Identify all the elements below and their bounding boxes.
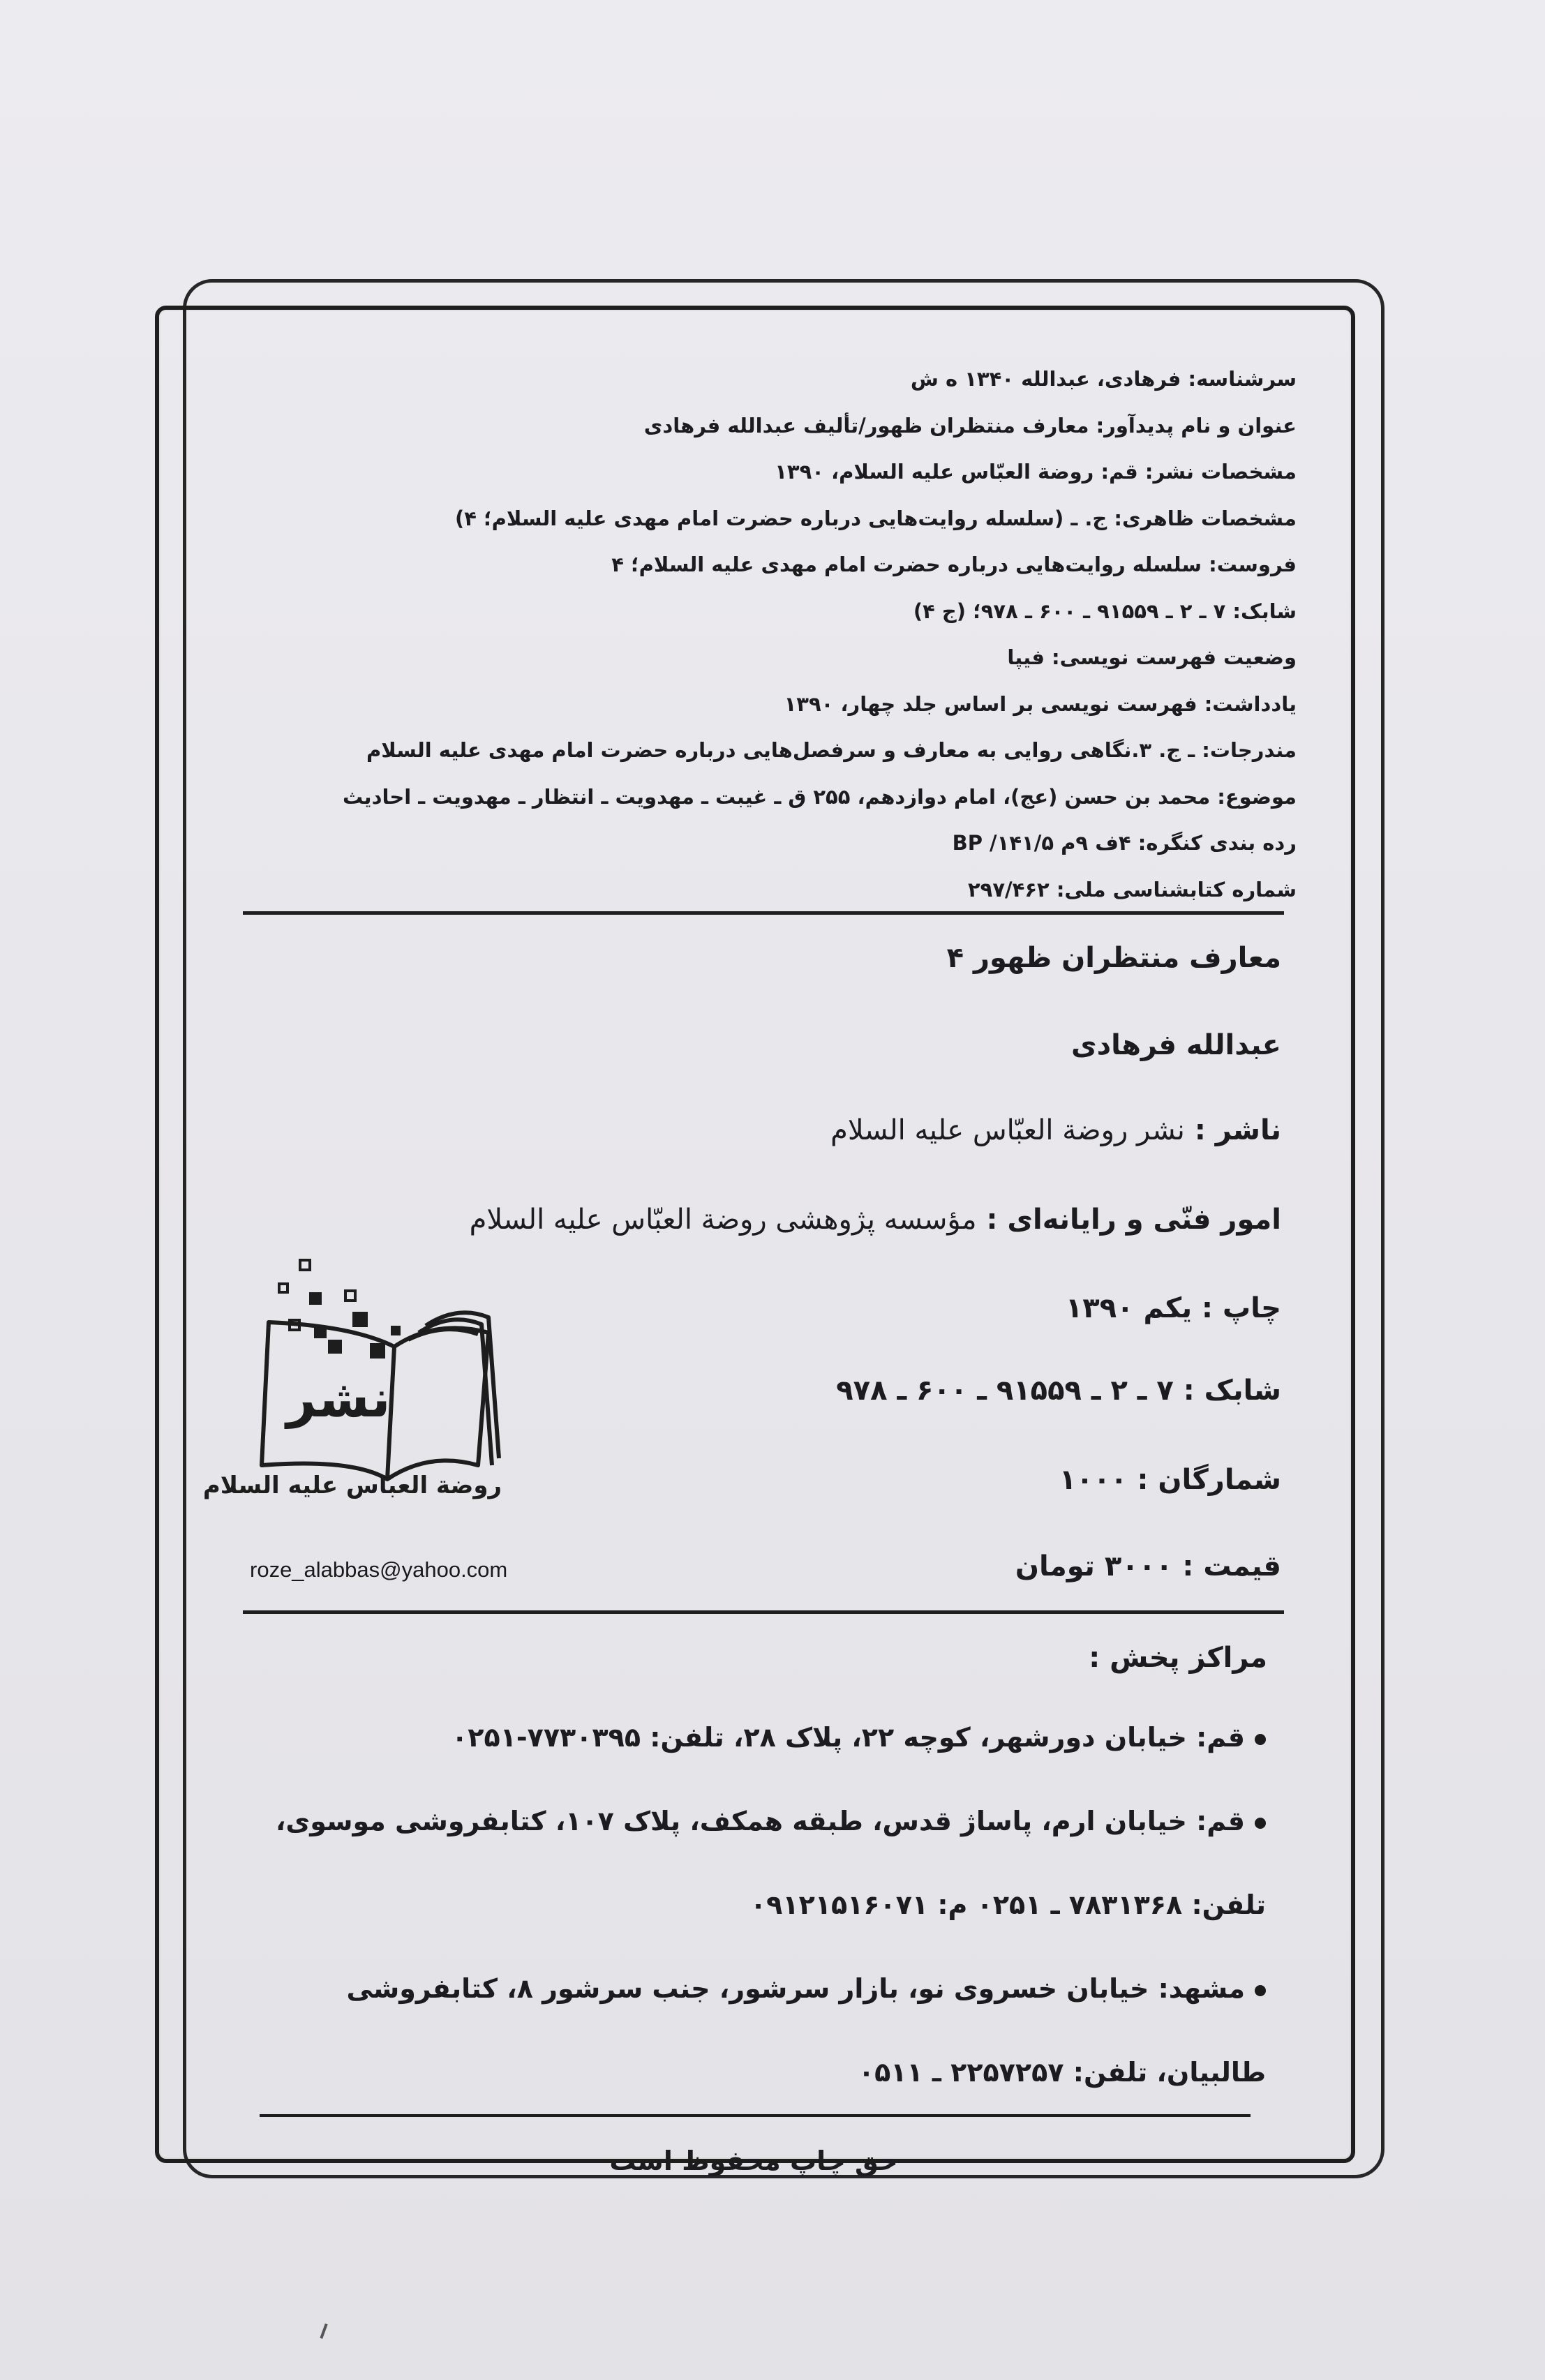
bullet-icon <box>1255 1734 1266 1745</box>
print-run-line: شمارگان : ۱۰۰۰ <box>1059 1464 1281 1496</box>
cip-line: موضوع: محمد بن حسن (عج)، امام دوازدهم، ۲۵۵ ق ـ غیبت ـ مهدویت ـ انتظار ـ مهدویت ـ احادیث <box>342 784 1297 809</box>
cip-line: مشخصات ظاهری: ج. ـ (سلسله روایت‌هایی درباره حضرت امام مهدی علیه السلام؛ ۴) <box>454 506 1297 530</box>
technical-affairs-label: امور فنّی و رایانه‌ای : <box>986 1204 1281 1236</box>
book-author: عبدالله فرهادی <box>1070 1029 1281 1061</box>
book-title: معارف منتظران ظهور ۴ <box>946 942 1281 974</box>
publisher-value: نشر روضة العبّاس علیه السلام <box>830 1114 1185 1146</box>
distribution-line <box>275 2030 1266 2114</box>
cip-line: شماره کتابشناسی ملی: ۲۹۷/۴۶۲ <box>967 877 1297 901</box>
distribution-line <box>275 1947 1266 2030</box>
bullet-icon <box>1255 1985 1266 1996</box>
cip-line: مشخصات نشر: قم: روضة العبّاس علیه السلام، ۱۳۹۰ <box>775 460 1297 484</box>
cip-line: وضعیت فهرست نویسی: فیپا <box>1007 645 1297 669</box>
publisher-line <box>290 1114 1281 1146</box>
distribution-text: قم: خیابان دورشهر، کوچه ۲۲، پلاک ۲۸، تلفن: ۷۷۳۰۳۹۵-۰۲۵۱ <box>451 1722 1245 1753</box>
cip-line: فروست: سلسله روایت‌هایی درباره حضرت امام مهدی علیه السلام؛ ۴ <box>611 553 1297 576</box>
technical-affairs-line <box>290 1204 1281 1236</box>
cip-line: مندرجات: ـ ج. ۳.نگاهی روایی به معارف و سرفصل‌هایی درباره حضرت امام مهدی علیه السلام <box>366 738 1297 762</box>
cip-block <box>236 356 1297 913</box>
cip-line: سرشناسه: فرهادی، عبدالله ۱۳۴۰ ه ش <box>910 367 1297 391</box>
logo-word: نشر <box>286 1369 391 1429</box>
divider-middle <box>243 1610 1284 1614</box>
edition-line: چاپ : یکم ۱۳۹۰ <box>1065 1292 1281 1324</box>
divider-top <box>243 911 1284 915</box>
cip-line: رده بندی کنگره: ۴ف ۹م ۱۴۱/۵/ BP <box>952 831 1297 855</box>
distribution-title: مراکز پخش : <box>1089 1642 1267 1674</box>
bullet-icon <box>1255 1818 1266 1829</box>
cip-line: یادداشت: فهرست نویسی بر اساس جلد چهار، ۱۳۹۰ <box>784 691 1297 716</box>
publisher-label: ناشر : <box>1194 1114 1281 1146</box>
distribution-line <box>275 1863 1266 1947</box>
distribution-line <box>275 1696 1266 1779</box>
contact-email: roze_alabbas@yahoo.com <box>250 1557 508 1582</box>
distribution-text: مشهد: خیابان خسروی نو، بازار سرشور، جنب سرشور ۸، کتابفروشی <box>346 1973 1245 2004</box>
distribution-text: تلفن: ۷۸۳۱۳۶۸ ـ ۰۲۵۱ م: ۰۹۱۲۱۵۱۶۰۷۱ <box>749 1889 1266 1920</box>
cip-line: شابک: ۷ ـ ۲ ـ ۹۱۵۵۹ ـ ۶۰۰ ـ ۹۷۸؛ (ج ۴) <box>913 599 1297 623</box>
isbn-line: شابک : ۷ ـ ۲ ـ ۹۱۵۵۹ ـ ۶۰۰ ـ ۹۷۸ <box>836 1375 1281 1407</box>
copyright-notice: حق چاپ محفوظ است <box>609 2146 898 2176</box>
publisher-logo <box>202 1256 502 1507</box>
price-line: قیمت : ۳۰۰۰ تومان <box>1015 1550 1281 1582</box>
distribution-text: قم: خیابان ارم، پاساژ قدس، طبقه همکف، پلاک ۱۰۷، کتابفروشی موسوی، <box>275 1806 1245 1836</box>
distribution-list <box>275 1696 1266 2114</box>
divider-bottom <box>260 2114 1251 2117</box>
cip-line: عنوان و نام پدیدآور: معارف منتظران ظهور/تألیف عبدالله فرهادی <box>643 413 1297 437</box>
technical-affairs-value: مؤسسه پژوهشی روضة العبّاس علیه السلام <box>469 1204 977 1236</box>
distribution-line <box>275 1779 1266 1863</box>
logo-caption: روضة العباس علیه السلام <box>202 1472 502 1499</box>
distribution-text: طالبیان، تلفن: ۲۲۵۷۲۵۷ ـ ۰۵۱۱ <box>858 2057 1266 2088</box>
